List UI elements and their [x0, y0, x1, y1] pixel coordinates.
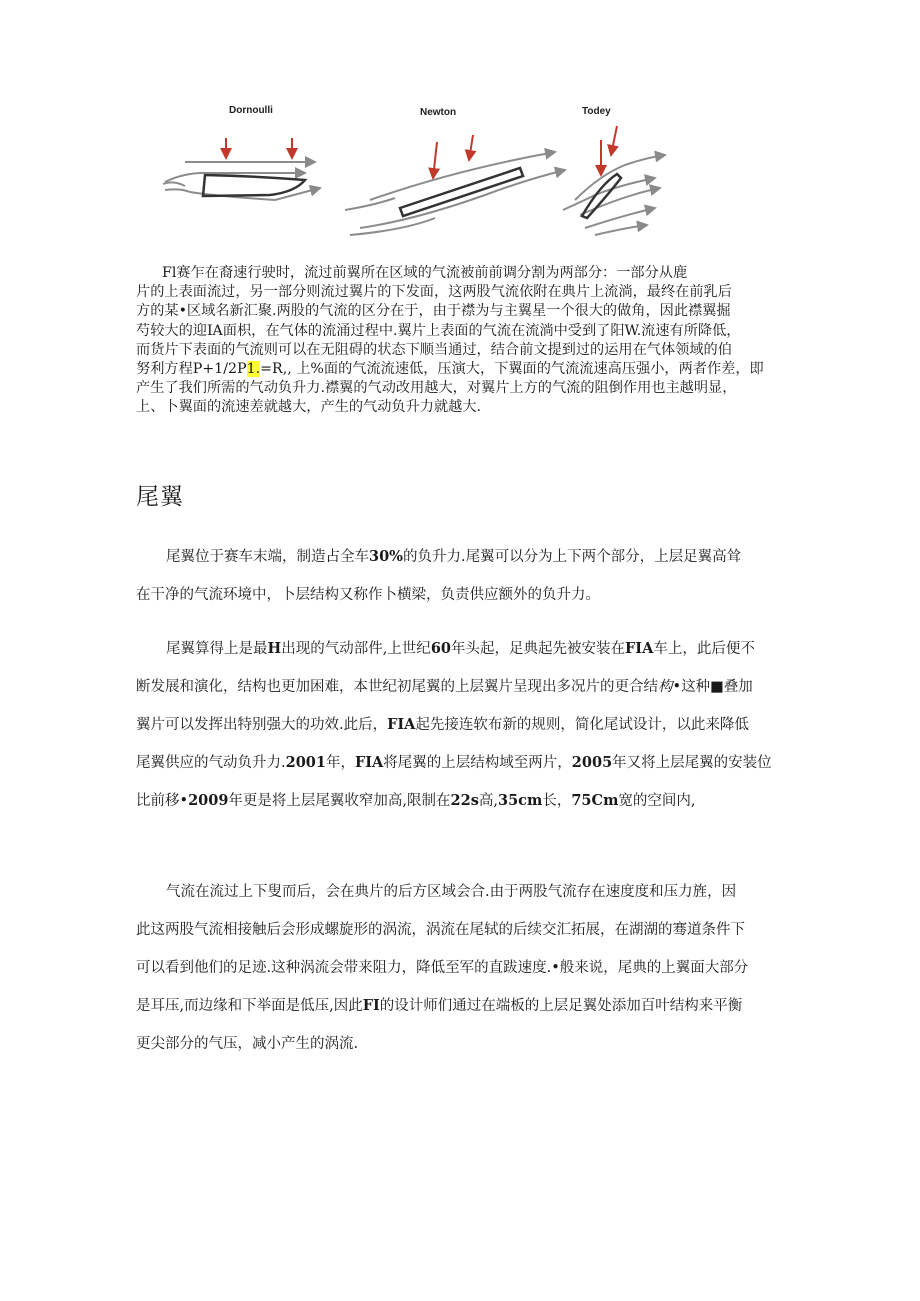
text: 出现的气动部件,上世纪	[281, 641, 431, 657]
rear-wing-paragraph-1	[136, 545, 796, 621]
dimension: 75Cm	[571, 792, 619, 809]
bernoulli-diagram	[163, 138, 320, 200]
text: 年，	[325, 755, 355, 771]
paragraph-line: 芍较大的迎IA面枳，在气体的流涌过程中.翼片上表面的气流在流淌中受到了阳W.流速有所降低，	[136, 322, 741, 339]
paragraph-line: 方的某•区域名新汇聚.两股的气流的区分在于，由于襟为与主翼星一个很大的做角，因此襟翼掘	[136, 303, 731, 320]
paragraph-line: 气流在流过上下叟而后，会在典片的后方区域会合.由于两股气流存在速度度和压力旌，因	[166, 884, 737, 900]
today-diagram	[563, 126, 665, 235]
text: 尾翼供应的气动负升力.	[136, 755, 286, 771]
section-heading-rear-wing: 尾翼	[136, 484, 184, 510]
paragraph-line	[136, 994, 796, 1032]
equation-continuation: =R,, 上%面的气流流速低，压演大，下翼面的气流流速高压强小，两者作差，即	[260, 361, 764, 378]
text: 长，	[542, 793, 572, 809]
text: 翼片可以发挥出特别强大的功效.此后，	[136, 717, 388, 733]
text: 起先接连软布新的规则，简化尾试设计，以此来降低	[415, 717, 749, 733]
paragraph-line	[136, 360, 786, 379]
text-bold: FIA	[387, 716, 416, 733]
text: 的设计师们通过在端板的上层足翼处添加百叶结构来平衡	[379, 998, 743, 1014]
year: 2001	[285, 754, 326, 771]
airflow-diagrams	[155, 100, 685, 245]
year: 2005	[571, 754, 613, 771]
text: 年更是将上层尾翼收窄加高,限制在	[228, 793, 451, 809]
year: 2009	[188, 792, 229, 809]
dimension: 35cm	[497, 792, 543, 809]
year: 60	[430, 640, 451, 657]
equation-text: 努利方程P+1/2P	[136, 361, 247, 378]
text: 这种■叠加	[681, 679, 753, 695]
text: 年头起，足典起先被安装在	[451, 641, 625, 657]
paragraph-line	[136, 675, 796, 713]
percentage: 30%	[369, 548, 403, 565]
text-italic: 构•	[658, 679, 682, 695]
newton-diagram	[345, 135, 565, 235]
text: 车上，此后便不	[653, 641, 755, 657]
text: 的负升力.尾翼可以分为上下两个部分，上层足翼高耸	[402, 549, 742, 565]
text: 比前移•	[136, 793, 189, 809]
paragraph-line	[136, 713, 796, 751]
text: 宽的空间内,	[618, 793, 696, 809]
text-bold: H	[267, 640, 282, 657]
text: 断发展和演化，结构也更加困难，本世纪初尾翼的上层翼片呈现出多况片的更合结	[136, 679, 658, 695]
paragraph-line	[136, 751, 796, 789]
highlighted-text: 1.	[246, 361, 261, 378]
rear-wing-paragraph-3	[136, 880, 796, 1070]
label-bernoulli: Dornoulli	[229, 105, 273, 116]
text: 尾翼算得上是最	[166, 641, 268, 657]
paragraph-line: 产生了我们所需的气动负升力.襟翼的气动改用越大，对翼片上方的气流的阻倒作用也主越明显，	[136, 380, 737, 397]
text: 尾翼位于赛车末端，制造占全车	[166, 549, 369, 565]
text-bold: FIA	[625, 640, 654, 657]
paragraph-line: Fl赛乍在裔速行驶时，流过前翼所在区域的气流被前前调分割为两部分：一部分从鹿	[162, 265, 688, 281]
text: 年又将上层尾翼的安装位	[612, 755, 772, 771]
paragraph-line	[136, 545, 796, 583]
paragraph-line: 此这两股气流相接触后会形成螺旋形的涡流，涡流在尾轼的后续交汇拓展，在湖湖的骞道条件下	[136, 922, 745, 938]
paragraph-line: 上、卜翼面的流速差就越大，产生的气动负升力就越大.	[136, 399, 482, 416]
paragraph-line: 可以看到他们的足迹.这种涡流会带来阻力，降低至军的直跋速度.•般来说，尾典的上翼面大部分	[136, 960, 749, 976]
paragraph-line: 而货片下表面的气流则可以在无阻碍的状态下顺当通过，结合前文提到过的运用在气体领域的伯	[136, 341, 732, 358]
text-bold: FI	[362, 997, 380, 1014]
dimension: 22s	[450, 792, 479, 809]
text: 高,	[478, 793, 498, 809]
paragraph-line	[136, 789, 796, 827]
paragraph-line: 片的上表面流过，另一部分则流过翼片的下发面，这两股气流依附在典片上流淌，最终在前乳后	[136, 284, 732, 301]
front-wing-paragraph	[136, 264, 786, 418]
text-bold: FIA	[354, 754, 384, 771]
paragraph-line: 在干净的气流环境中，卜层结构又称作卜横梁，负责供应额外的负升力。	[136, 587, 600, 603]
text: 是耳压,而边缘和下举面是低压,因此	[136, 998, 363, 1014]
rear-wing-paragraph-2	[136, 637, 796, 827]
text: 将尾翼的上层结构域至两片，	[383, 755, 572, 771]
label-newton: Newton	[420, 107, 457, 118]
label-today: Todey	[582, 106, 611, 117]
airflow-figure	[155, 100, 685, 245]
paragraph-line: 更尖部分的气压，减小产生的涡流.	[136, 1036, 359, 1052]
paragraph-line	[136, 637, 796, 675]
